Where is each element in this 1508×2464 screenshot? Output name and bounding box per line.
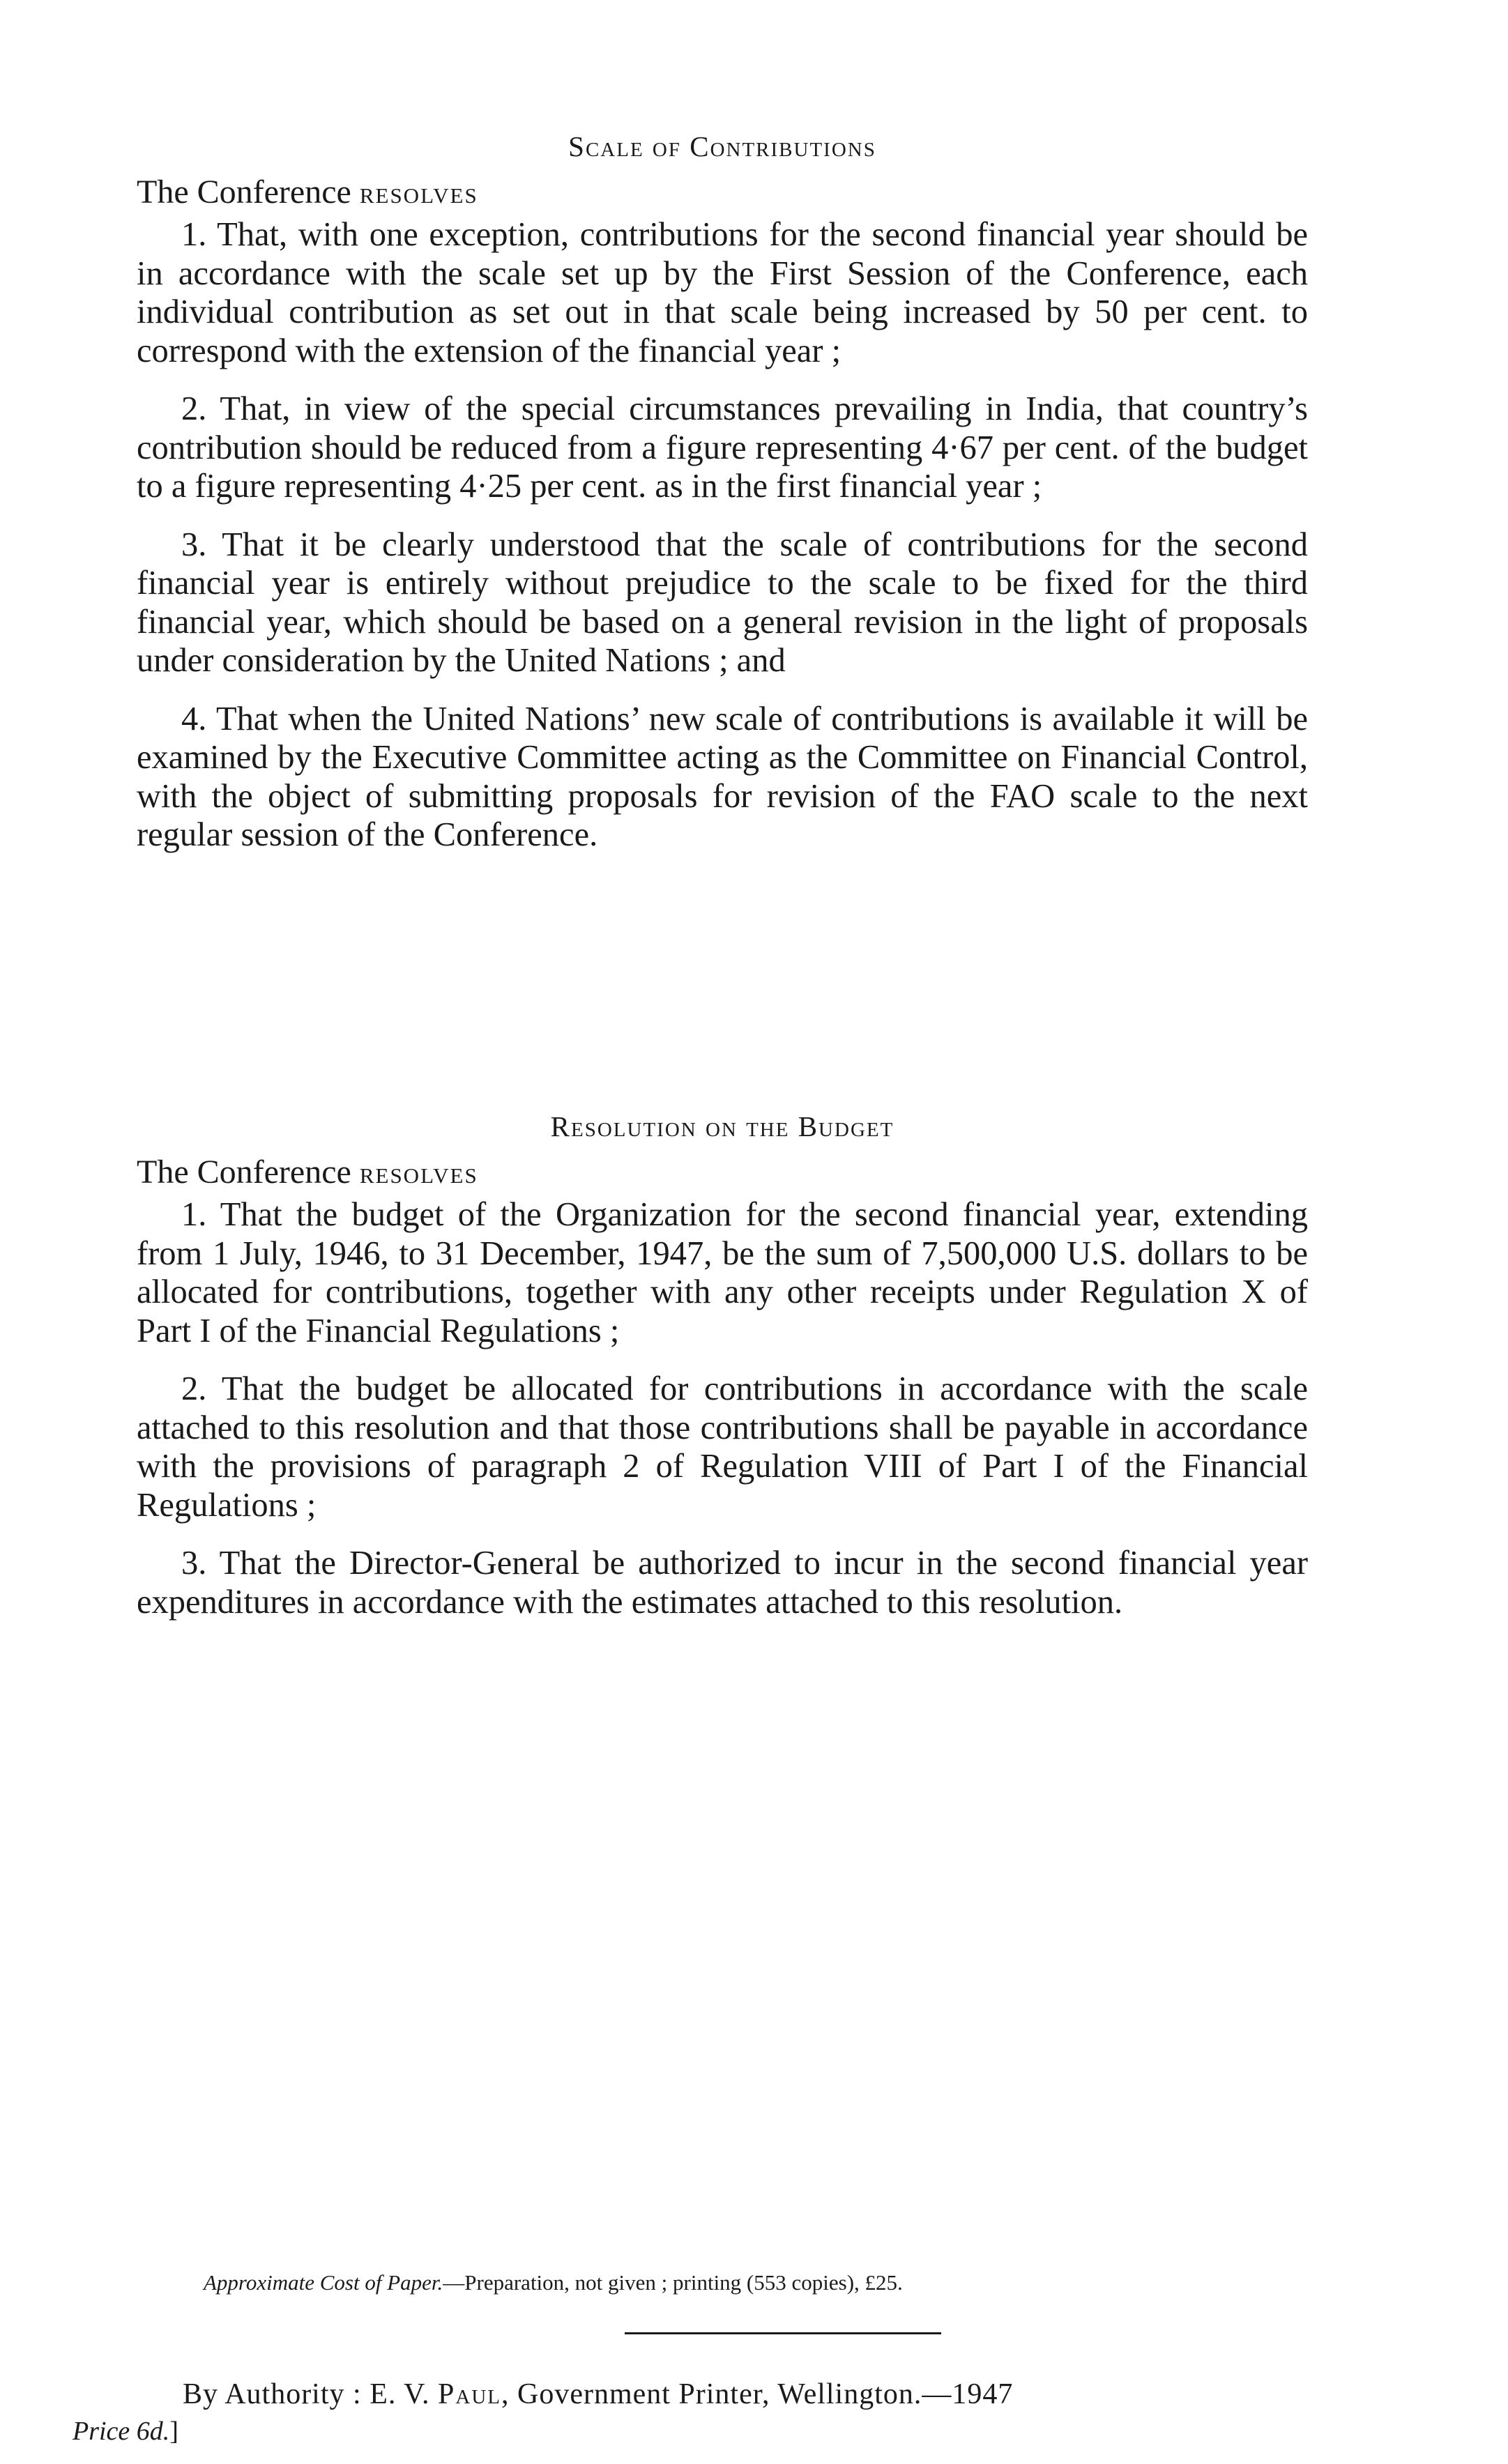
resolution-paragraph: 2. That, in view of the special circumstances prevailing in India, that country’s contribution should be reduced from a figure representing 4·67 per cent. of the budget to a figure representing 4·25 per cent. as in the first financial year ; <box>137 390 1308 505</box>
section-intro <box>137 1152 1308 1193</box>
section-heading: Resolution on the Budget <box>550 1110 894 1142</box>
section-intro <box>137 172 1308 213</box>
authority-prefix: By Authority : E. V. <box>183 2378 430 2410</box>
intro-prefix: The Conference <box>137 1154 351 1191</box>
divider-rule <box>625 2332 941 2334</box>
printer-imprint <box>183 2377 1013 2412</box>
price-note <box>73 2416 178 2448</box>
resolution-paragraph: 3. That the Director-General be authorized to incur in the second financial year expenditures in accordance with the estimates attached to this resolution. <box>137 1545 1308 1621</box>
cost-footnote <box>204 2270 903 2295</box>
resolution-paragraph: 1. That the budget of the Organization for the second financial year, extending from 1 July, 1946, to 31 December, 1947, be the sum of 7,500,000 U.S. dollars to be allocated for contributions, together with any other receipts under Regulation X of Part I of the Financial Regulations ; <box>137 1196 1308 1349</box>
resolution-paragraph: 1. That, with one exception, contributions for the second financial year should be in accordance with the scale set up by the First Session of the Conference, each individual contribution as set out in that scale being increased by 50 per cent. to correspond with the extension of the financial year ; <box>137 216 1308 369</box>
price-bracket: ] <box>169 2417 178 2446</box>
scale-of-contributions-section <box>137 130 1308 874</box>
resolution-paragraph: 3. That it be clearly understood that the scale of contributions for the second financial year is entirely without prejudice to the scale to be fixed for the third financial year, which should be based on a general revision in the light of proposals under consideration by the United Nations ; and <box>137 526 1308 680</box>
intro-verb: resolves <box>359 176 478 211</box>
section-heading: Scale of Contributions <box>568 130 876 162</box>
resolution-on-budget-section <box>137 1110 1308 1641</box>
authority-suffix: , Government Printer, Wellington.—1947 <box>501 2378 1014 2410</box>
cost-label: Approximate Cost of Paper. <box>204 2270 443 2295</box>
intro-verb: resolves <box>359 1156 478 1191</box>
resolution-paragraph: 4. That when the United Nations’ new scale of contributions is available it will be examined by the Executive Committee acting as the Committee on Financial Control, with the object of submitting proposals for revision of the FAO scale to the next regular session of the Conference. <box>137 700 1308 854</box>
price-text: Price 6d. <box>73 2417 170 2446</box>
printer-name: Paul <box>438 2378 501 2410</box>
resolution-paragraph: 2. That the budget be allocated for contributions in accordance with the scale attached to this resolution and that those contributions shall be payable in accordance with the provisions of paragraph 2 of Regulation VIII of Part I of the Financial Regulations ; <box>137 1370 1308 1524</box>
intro-prefix: The Conference <box>137 174 351 211</box>
cost-text: —Preparation, not given ; printing (553 copies), £25. <box>443 2270 903 2295</box>
